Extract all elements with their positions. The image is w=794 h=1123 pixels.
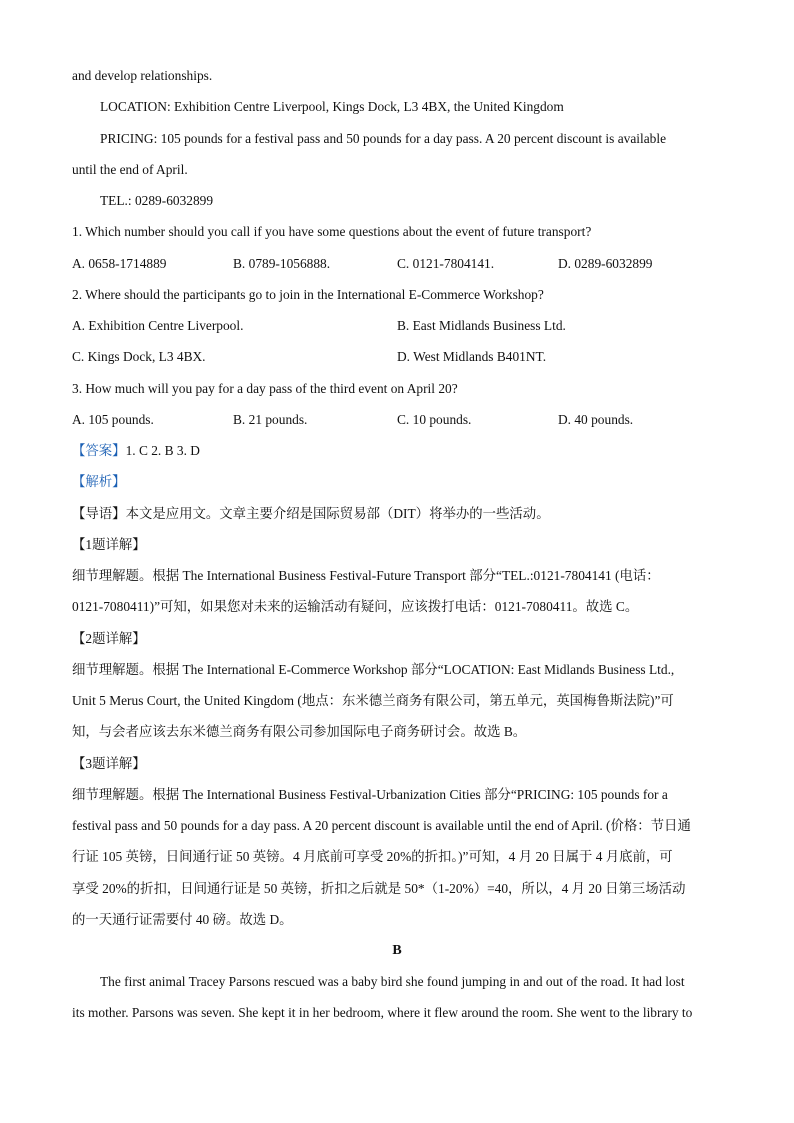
- analysis-tag: 【解析】: [72, 474, 126, 489]
- q3-option-d: D. 40 pounds.: [558, 412, 634, 427]
- q1-option-d: D. 0289-6032899: [558, 256, 653, 271]
- q2-option-d: D. West Midlands B401NT.: [397, 349, 547, 364]
- answer-tag: 【答案】: [72, 443, 126, 458]
- detail-1-line-1: 细节理解题。根据 The International Business Festival-Future Transport 部分“TEL.:0121-7804141 (电话：: [72, 568, 660, 583]
- detail-1-line-2: 0121-7080411)”可知，如果您对未来的运输活动有疑问，应该拨打电话：0121-7080411。故选 C。: [72, 599, 639, 614]
- q3-option-c: C. 10 pounds.: [397, 412, 472, 427]
- question-3-stem: 3. How much will you pay for a day pass of the third event on April 20?: [72, 381, 458, 396]
- detail-3-line-3: 行证 105 英镑，日间通行证 50 英镑。4 月底前可享受 20%的折扣。)”可知，4 月 20 日属于 4 月底前，可: [72, 849, 673, 864]
- detail-1-tag: 【1题详解】: [72, 537, 146, 552]
- q3-option-b: B. 21 pounds.: [233, 412, 308, 427]
- q1-option-c: C. 0121-7804141.: [397, 256, 495, 271]
- q1-option-b: B. 0789-1056888.: [233, 256, 331, 271]
- detail-2-tag: 【2题详解】: [72, 631, 146, 646]
- intro-tail: and develop relationships.: [72, 68, 213, 83]
- passage-b-line-1: The first animal Tracey Parsons rescued was a baby bird she found jumping in and out of the road. It had lost: [100, 974, 685, 989]
- passage-b-line-2: its mother. Parsons was seven. She kept it in her bedroom, where it flew around the room. She went to the library to: [72, 1005, 693, 1020]
- q3-option-a: A. 105 pounds.: [72, 412, 154, 427]
- event-pricing-cont: until the end of April.: [72, 162, 188, 177]
- answer-line: [72, 442, 200, 460]
- q2-option-a: A. Exhibition Centre Liverpool.: [72, 318, 244, 333]
- detail-2-line-1: 细节理解题。根据 The International E-Commerce Workshop 部分“LOCATION: East Midlands Business Ltd.,: [72, 662, 675, 677]
- detail-3-line-1: 细节理解题。根据 The International Business Festival-Urbanization Cities 部分“PRICING: 105 pounds for a: [72, 787, 668, 802]
- q1-option-a: A. 0658-1714889: [72, 256, 167, 271]
- detail-3-tag: 【3题详解】: [72, 756, 146, 771]
- section-b-heading: B: [392, 943, 402, 958]
- detail-3-line-2: festival pass and 50 pounds for a day pass. A 20 percent discount is available until the end of April. (价格：节日通: [72, 818, 691, 833]
- q2-option-c: C. Kings Dock, L3 4BX.: [72, 349, 206, 364]
- detail-3-line-5: 的一天通行证需要付 40 磅。故选 D。: [72, 912, 293, 927]
- guide-text: 本文是应用文。文章主要介绍是国际贸易部（DIT）将举办的一些活动。: [125, 506, 550, 521]
- detail-2-line-3: 知，与会者应该去东米德兰商务有限公司参加国际电子商务研讨会。故选 B。: [72, 724, 527, 739]
- event-pricing: PRICING: 105 pounds for a festival pass and 50 pounds for a day pass. A 20 percent discount is available: [100, 131, 667, 146]
- detail-2-line-2: Unit 5 Merus Court, the United Kingdom (地点：东米德兰商务有限公司，第五单元，英国梅鲁斯法院)”可: [72, 693, 674, 708]
- guide-line: [72, 505, 550, 523]
- detail-3-line-4: 享受 20%的折扣，日间通行证是 50 英镑，折扣之后就是 50*（1-20%）=40，所以，4 月 20 日第三场活动: [72, 881, 686, 896]
- q2-option-b: B. East Midlands Business Ltd.: [397, 318, 566, 333]
- guide-tag: 【导语】: [72, 506, 126, 521]
- event-tel: TEL.: 0289-6032899: [100, 193, 214, 208]
- question-2-stem: 2. Where should the participants go to join in the International E-Commerce Workshop?: [72, 287, 544, 302]
- question-1-stem: 1. Which number should you call if you have some questions about the event of future transport?: [72, 224, 592, 239]
- answer-text: 1. C 2. B 3. D: [125, 443, 200, 458]
- event-location: LOCATION: Exhibition Centre Liverpool, Kings Dock, L3 4BX, the United Kingdom: [100, 99, 564, 114]
